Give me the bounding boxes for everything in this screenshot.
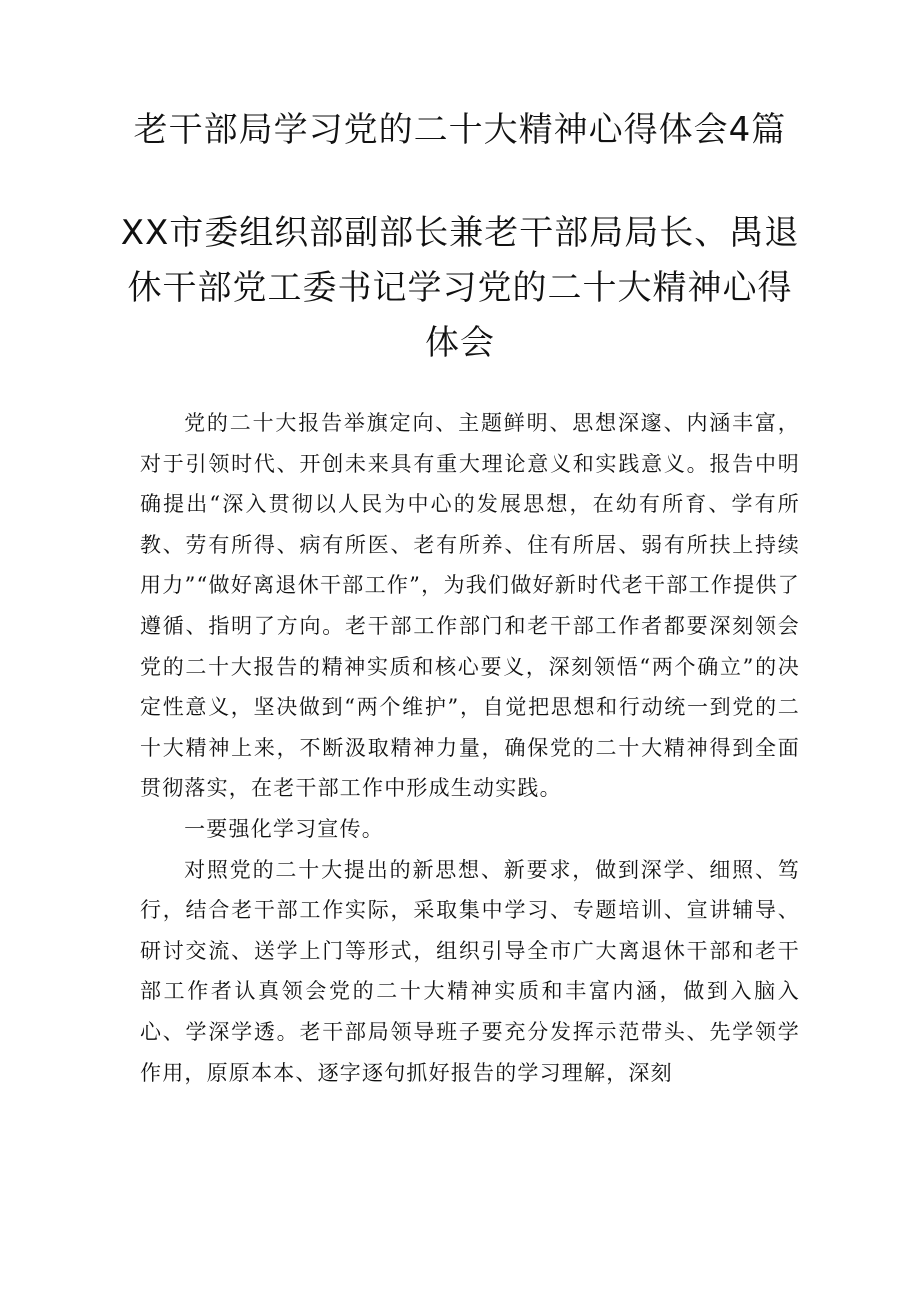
article-body — [140, 403, 800, 1093]
section-heading: 一要强化学习宣传。 — [184, 816, 384, 841]
document-title: 老干部局学习党的二十大精神心得体会4篇 — [133, 110, 787, 150]
body-paragraph: 党的二十大报告举旗定向、主题鲜明、思想深邃、内涵丰富，对于引领时代、开创未来具有重大理论意义和实践意义。报告中明确提出“深入贯彻以人民为中心的发展思想，在幼有所育、学有所教、劳有所得、病有所医、老有所养、住有所居、弱有所扶上持续用力”“做好离退休干部工作”，为我们做好新时代老干部工作提供了遵循、指明了方向。老干部工作部门和老干部工作者都要深刻领会党的二十大报告的精神实质和核心要义，深刻领悟“两个确立”的决定性意义，坚决做到“两个维护”，自觉把思想和行动统一到党的二十大精神上来，不断汲取精神力量，确保党的二十大精神得到全面贯彻落实，在老干部工作中形成生动实践。 — [140, 411, 800, 801]
article-title: XX市委组织部副部长兼老干部局局长、禺退休干部党工委书记学习党的二十大精神心得体会 — [120, 213, 800, 363]
body-paragraph: 对照党的二十大提出的新思想、新要求，做到深学、细照、笃行，结合老干部工作实际，采取集中学习、专题培训、宣讲辅导、研讨交流、送学上门等形式，组织引导全市广大离退休干部和老干部工作者认真领会党的二十大精神实质和丰富内涵，做到入脑入心、学深学透。老干部局领导班子要充分发挥示范带头、先学领学作用，原原本本、逐字逐句抓好报告的学习理解，深刻 — [140, 857, 800, 1085]
